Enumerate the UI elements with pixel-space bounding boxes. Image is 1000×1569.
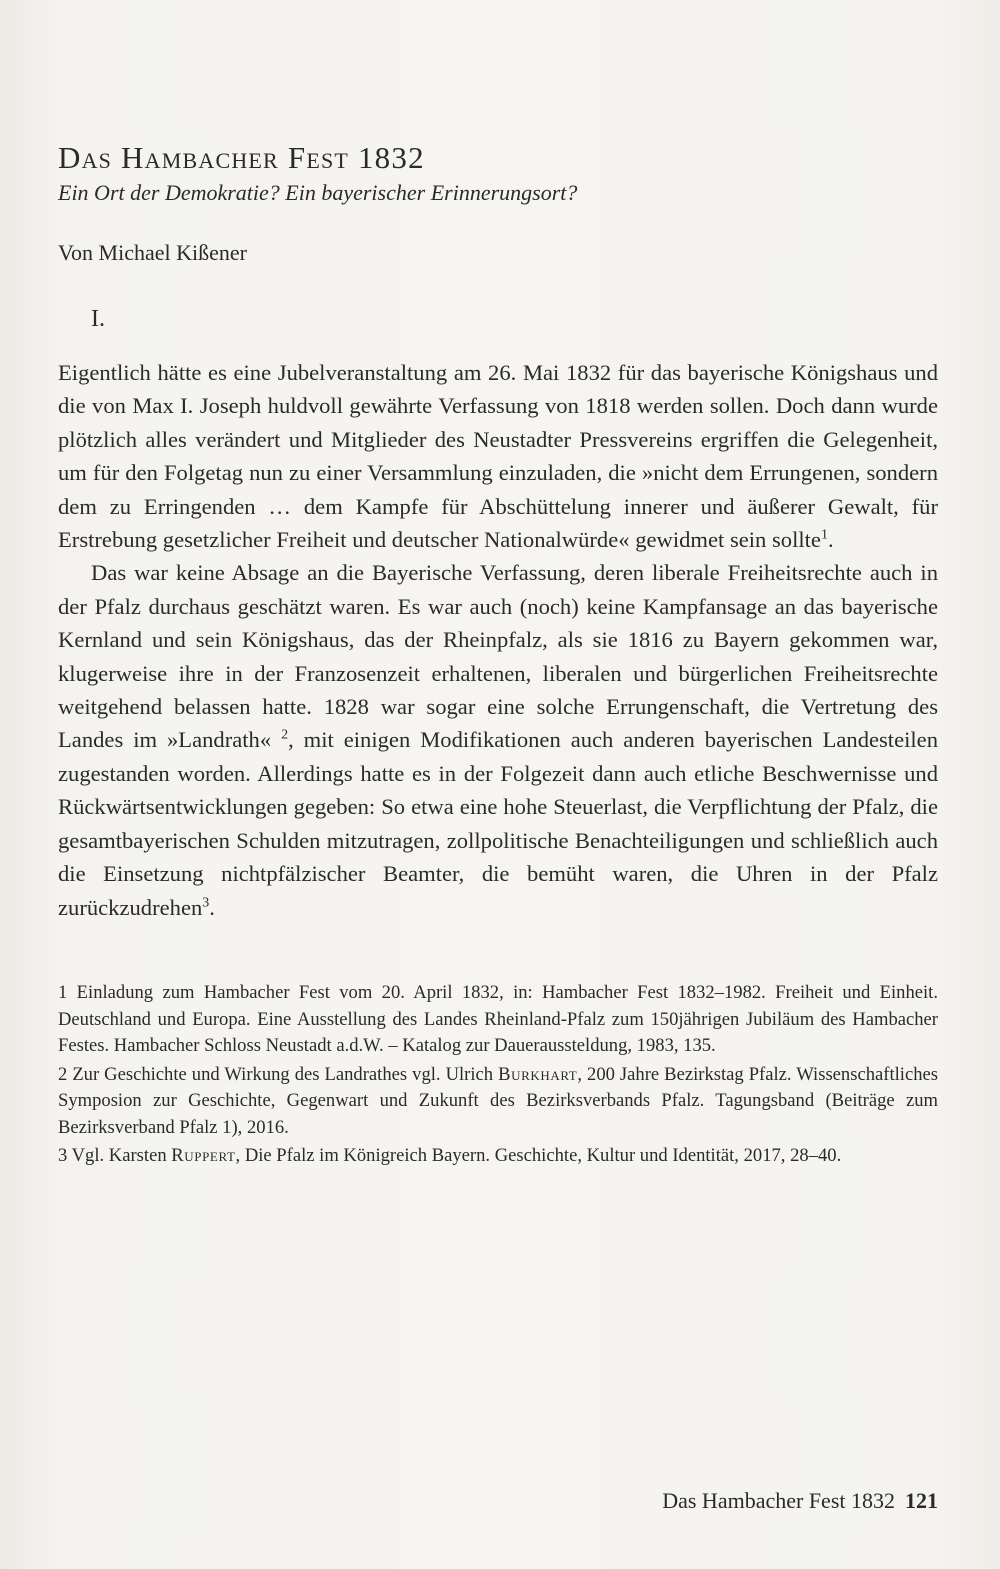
footnote-3-author: Ruppert (171, 1145, 236, 1167)
paragraph-2-text: Das war keine Absage an die Bayerische Verfassung, deren liberale Freiheitsrechte auch in der Pfalz durchaus geschätzt waren. Es war auch (noch) keine Kampfansage an das bayerische Kernland und sein Königshaus, das der Rheinpfalz, als sie 1816 zu Bayern gekommen war, klugerweise ihre in der Franzosenzeit erhaltenen, liberalen und bürgerlichen Freiheitsrechte weitgehend belassen hatte. 1828 war sogar eine solche Errungenschaft, die Vertretung des Landes im »Landrath« (58, 560, 938, 753)
paragraph-2-middle: , mit einigen Modifikationen auch anderen bayerischen Landesteilen zugestanden worden. Allerdings hatte es in der Folgezeit dann auch etliche Beschwernisse und Rückwärtsentwicklungen gegeben: So etwa eine hohe Steuerlast, die Verpflichtung der Pfalz, die gesamtbayerischen Schulden mitzutragen, zollpolitische Benachteiligungen und schließlich auch die Einsetzung nichtpfälzischer Beamter, die bemüht waren, die Uhren in der Pfalz zurückzudrehen (58, 727, 938, 920)
page-content (58, 138, 938, 1172)
footnote-ref-1: 1 (820, 527, 828, 543)
page-number: 121 (905, 1488, 938, 1513)
running-title: Das Hambacher Fest 1832 (662, 1488, 895, 1513)
footnote-3-text: 3 Vgl. Karsten (58, 1145, 172, 1167)
footnote-2-rest: , 200 Jahre Bezirkstag Pfalz. Wissenschaftliches Symposion zur Geschichte, Gegenwart und Zukunft des Bezirksverbands Pfalz. Tagungsband (Beiträge zum Bezirksverband Pfalz 1), 2016. (58, 1063, 938, 1138)
paragraph-2 (58, 556, 938, 923)
footnote-3-rest: , Die Pfalz im Königreich Bayern. Geschichte, Kultur und Identität, 2017, 28–40. (235, 1145, 842, 1167)
paragraph-1 (58, 356, 938, 556)
paragraph-1-end: . (827, 527, 834, 553)
footnote-1: 1 Einladung zum Hambacher Fest vom 20. April 1832, in: Hambacher Fest 1832–1982. Freiheit und Einheit. Deutschland und Europa. Eine Ausstellung des Landes Rheinland-Pfalz zum 150jährigen Jubiläum des Hambacher Festes. Hambacher Schloss Neustadt a.d.W. – Katalog zur Daueraussteldung, 1983, 135. (58, 981, 938, 1057)
footnote-ref-3: 3 (202, 894, 210, 910)
paragraph-1-text: Eigentlich hätte es eine Jubelveranstaltung am 26. Mai 1832 für das bayerische Königshaus und die von Max I. Joseph huldvoll gewährte Verfassung von 1818 werden sollen. Doch dann wurde plötzlich alles verändert und Mitglieder des Neustadter Pressvereins ergriffen die Gelegenheit, um für den Folgetag nun zu einer Versammlung einzuladen, die »nicht dem Errungenen, sondern dem zu Erringenden … dem Kampfe für Abschüttelung innerer und äußerer Gewalt, für Erstrebung gesetzlicher Freiheit und deutscher Nationalwürde« gewidmet sein sollte (58, 360, 938, 553)
body-text (58, 356, 938, 924)
paragraph-2-end: . (209, 894, 215, 920)
footnote-3 (58, 1143, 938, 1170)
footnote-2-text: 2 Zur Geschichte und Wirkung des Landrathes vgl. Ulrich (58, 1063, 499, 1085)
author-line: Von Michael Kißener (58, 240, 247, 265)
footnote-2 (58, 1062, 938, 1142)
footnote-ref-2: 2 (281, 727, 289, 743)
chapter-subtitle: Ein Ort der Demokratie? Ein bayerischer Erinnerungsort? (58, 180, 578, 205)
footnote-2-author: Burkhart (498, 1063, 578, 1085)
chapter-title: Das Hambacher Fest 1832 (58, 140, 425, 175)
footnotes (58, 980, 938, 1170)
section-number: I. (91, 306, 105, 332)
running-footer (662, 1488, 938, 1514)
